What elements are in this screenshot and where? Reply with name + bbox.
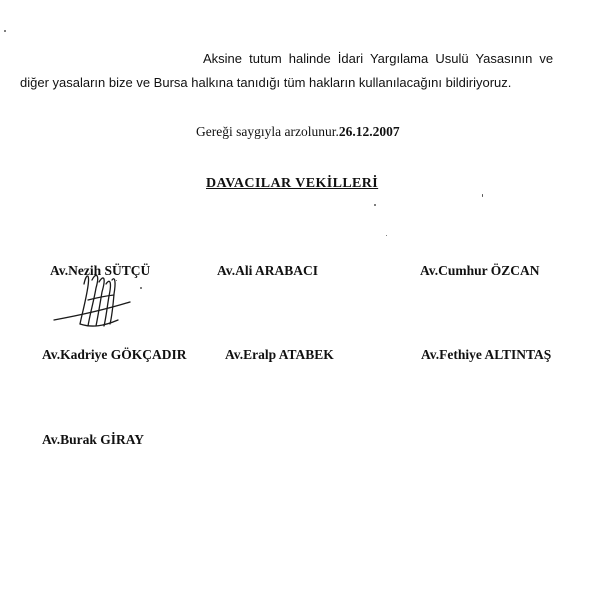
- scan-speck: [140, 287, 142, 289]
- paragraph-line-2: diğer yasaların bize ve Bursa halkına tanıdığı tüm hakların kullanılacağını bildiriyoruz.: [20, 75, 512, 90]
- signatory-name: Av.Fethiye ALTINTAŞ: [421, 347, 552, 362]
- scan-speck: [386, 235, 387, 236]
- handwritten-signature: [52, 270, 132, 334]
- signatory-name: Av.Ali ARABACI: [217, 263, 319, 278]
- scan-speck: [4, 30, 6, 32]
- scan-speck: [374, 204, 376, 206]
- closing-greeting: [196, 124, 400, 140]
- signatory-name: Av.Cumhur ÖZCAN: [420, 263, 540, 278]
- scan-speck: [482, 194, 483, 197]
- signatory-name: Av.Nezih SÜTÇÜ: [50, 263, 151, 278]
- signatory-name: Av.Kadriye GÖKÇADIR: [42, 347, 187, 362]
- paragraph-line-1: Aksine tutum halinde İdari Yargılama Usulü Yasasının ve: [203, 51, 554, 66]
- signatories-heading: DAVACILAR VEKİLLERİ: [206, 176, 379, 191]
- greeting-date: 26.12.2007: [338, 124, 400, 139]
- greeting-text: Gereği saygıyla arzolunur.: [196, 124, 339, 139]
- signatory-name: Av.Burak GİRAY: [42, 432, 145, 447]
- signatory-name: Av.Eralp ATABEK: [225, 347, 334, 362]
- scan-speck: [116, 280, 117, 281]
